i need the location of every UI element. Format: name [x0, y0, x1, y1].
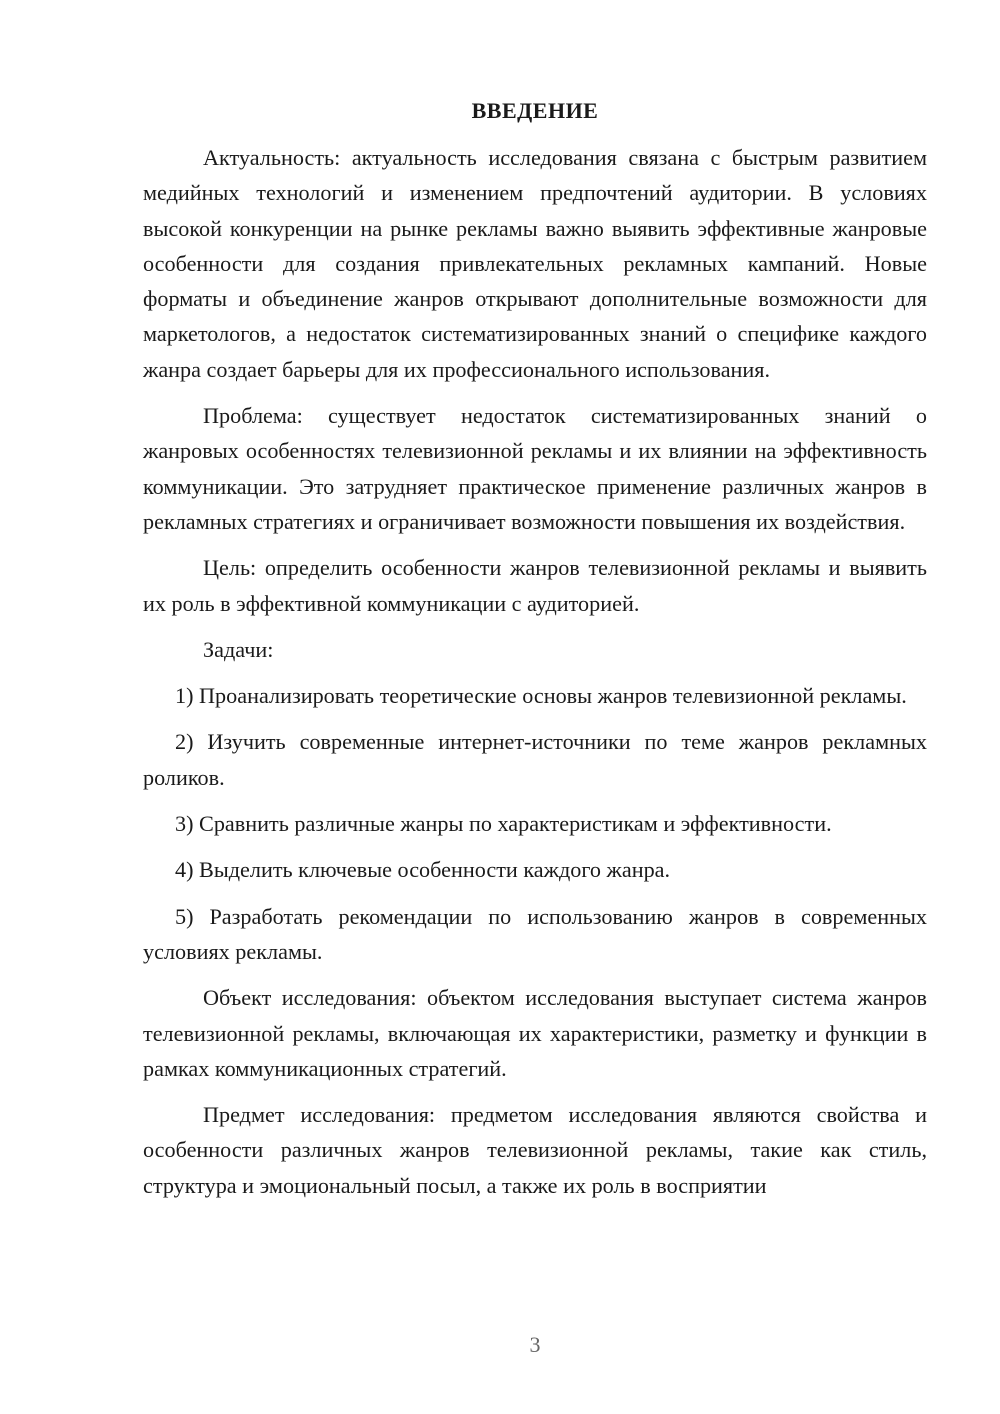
paragraph-subject: Предмет исследования: предметом исследования являются свойства и особенности различных жанров телевизионной рекламы, такие как стиль, структура и эмоциональный посыл, а также их роль в восприятии	[143, 1102, 927, 1198]
task-item-5: 5) Разработать рекомендации по использованию жанров в современных условиях рекламы.	[143, 903, 927, 964]
tasks-label: Задачи:	[203, 636, 274, 662]
section-heading: ВВЕДЕНИЕ	[471, 98, 599, 123]
document-page	[143, 94, 927, 1203]
paragraph-relevance: Актуальность: актуальность исследования связана с быстрым развитием медийных технологий и изменением предпочтений аудитории. В условиях высокой конкуренции на рынке рекламы важно выявить эффективные жанровые особенности для создания привлекательных рекламных кампаний. Новые форматы и объединение жанров открывают дополнительные возможности для маркетологов, а недостаток систематизированных знаний о специфике каждого жанра создает барьеры для их профессионального использования.	[143, 145, 927, 382]
paragraph-goal: Цель: определить особенности жанров телевизионной рекламы и выявить их роль в эффективной коммуникации с аудиторией.	[143, 555, 927, 616]
task-item-2: 2) Изучить современные интернет-источники по теме жанров рекламных роликов.	[143, 729, 927, 790]
paragraph-object: Объект исследования: объектом исследования выступает система жанров телевизионной рекламы, включающая их характеристики, разметку и функции в рамках коммуникационных стратегий.	[143, 985, 927, 1081]
paragraph-problem: Проблема: существует недостаток систематизированных знаний о жанровых особенностях телевизионной рекламы и их влиянии на эффективность коммуникации. Это затрудняет практическое применение различных жанров в рекламных стратегиях и ограничивает возможности повышения их воздействия.	[143, 403, 927, 534]
task-item-1: 1) Проанализировать теоретические основы жанров телевизионной рекламы.	[175, 683, 907, 709]
page-number: 3	[529, 1332, 541, 1357]
task-item-4: 4) Выделить ключевые особенности каждого жанра.	[175, 857, 671, 883]
task-item-3: 3) Сравнить различные жанры по характеристикам и эффективности.	[175, 811, 832, 837]
